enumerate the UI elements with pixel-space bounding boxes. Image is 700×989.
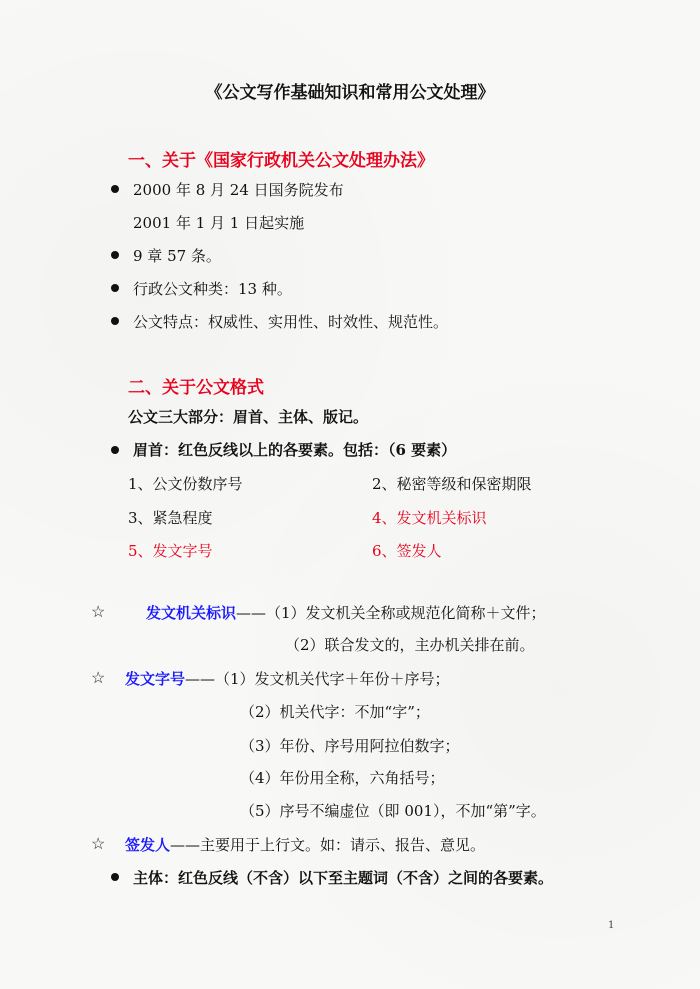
star-icon: ☆: [91, 668, 106, 687]
note-line: （1）发文机关全称或规范化简称＋文件；: [266, 604, 546, 622]
document-title: 《公文写作基础知识和常用公文处理》: [205, 83, 495, 103]
note-dash: ——: [170, 836, 201, 854]
section2-intro: 公文三大部分：眉首、主体、版记。: [128, 408, 369, 426]
note-term: 签发人: [125, 836, 171, 854]
element-item: 5、发文字号: [128, 542, 213, 560]
bullet-icon: [111, 185, 119, 193]
section1-item: 公文特点：权威性、实用性、时效性、规范性。: [133, 313, 449, 331]
note-dash: ——: [185, 670, 216, 688]
meishou-line: 眉首：红色反线以上的各要素。包括：（6 要素）: [133, 441, 457, 459]
page-number: 1: [608, 920, 615, 931]
section1-item: 2000 年 8 月 24 日国务院发布: [133, 181, 344, 199]
element-item: 1、公文份数序号: [128, 475, 243, 493]
note-line: （3）年份、序号用阿拉伯数字；: [240, 737, 460, 755]
bullet-icon: [111, 317, 119, 325]
element-item: 3、紧急程度: [128, 509, 213, 527]
section1-heading: 一、关于《国家行政机关公文处理办法》: [128, 151, 434, 171]
note-line: （2）机关代字：不加“字”；: [240, 703, 430, 721]
element-item: 6、签发人: [372, 542, 442, 560]
star-icon: ☆: [91, 602, 106, 621]
section1-item: 9 章 57 条。: [133, 247, 221, 265]
note-fawen-biaoshi: [146, 602, 546, 623]
note-line: （5）序号不编虚位（即 001），不加“第”字。: [240, 802, 546, 820]
note-line: （2）联合发文的，主办机关排在前。: [285, 636, 535, 654]
section1-item: 2001 年 1 月 1 日起实施: [133, 214, 305, 232]
bullet-icon: [111, 873, 119, 881]
bullet-icon: [111, 284, 119, 292]
note-qianfaren: [125, 834, 485, 855]
note-term: 发文机关标识: [146, 604, 237, 622]
section1-item: 行政公文种类：13 种。: [133, 280, 292, 298]
star-icon: ☆: [91, 834, 106, 853]
zhuti-line: 主体：红色反线（不含）以下至主题词（不含）之间的各要素。: [133, 869, 554, 887]
bullet-icon: [111, 446, 119, 454]
note-line: （4）年份用全称，六角括号；: [240, 769, 445, 787]
note-term: 发文字号: [125, 670, 186, 688]
note-dash: ——: [236, 604, 267, 622]
section2-heading: 二、关于公文格式: [128, 378, 264, 398]
element-item: 2、秘密等级和保密期限: [372, 475, 532, 493]
bullet-icon: [111, 251, 119, 259]
note-fawen-zihao: [125, 668, 450, 689]
element-item: 4、发文机关标识: [372, 509, 487, 527]
note-line: （1）发文机关代字＋年份＋序号；: [215, 670, 450, 688]
note-text: 主要用于上行文。如：请示、报告、意见。: [200, 836, 486, 854]
